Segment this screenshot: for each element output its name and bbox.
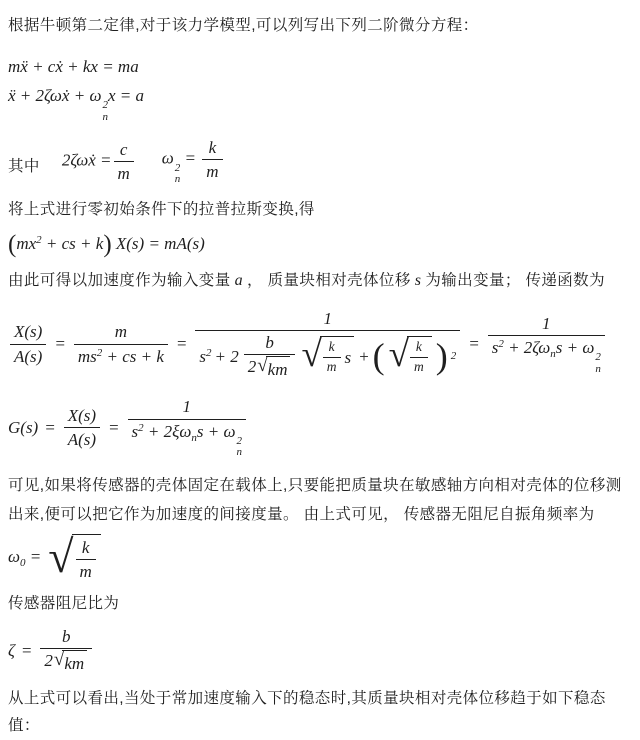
den-2sqrtkm: 2 √ km [40, 649, 92, 674]
equation-omega0 [8, 530, 102, 583]
eq1-body: mẍ + cẋ + kx = ma [8, 56, 139, 76]
sqrt-km: √ km [257, 356, 290, 380]
right-paren: ) [435, 336, 448, 377]
equals-sign: = [175, 334, 188, 354]
radical-sign: √ [53, 649, 65, 671]
frac-b-over-2sqrtkm: b 2 √ km [40, 626, 92, 675]
radicand: $\frac{k}{m}$ s [320, 336, 354, 376]
radical-sign: √ [257, 355, 268, 377]
right-paren: ) [103, 230, 112, 258]
frac-k-over-m: $\frac{k}{m}$ [202, 137, 222, 183]
equation-laplace: ($mx^2$ + cs + k) X(s) = mA(s) [8, 230, 205, 258]
radicand: $\frac{k}{m}$ [72, 534, 101, 583]
zeta-lhs: ζ [8, 640, 15, 660]
frac-c-over-m: $\frac{c}{m}$ [114, 139, 134, 185]
gs-den: $s^2 + 2\xi\omega_ns + \omega$ 2 n [131, 421, 243, 459]
paren-exponent: 2 [450, 349, 457, 362]
omega-n-squared: 2 n [595, 351, 601, 375]
omega-n-squared: 2 n [236, 434, 243, 459]
para-sensor-explain: 可见,如果将传感器的壳体固定在载体上,只要能把质量块在敏感轴方向相对壳体的位移测出来,便可以把它作为加速度的间接度量。 由上式可见， 传感器无阻尼自振角频率为 [8, 476, 622, 524]
equation-motion-normalized: ẍ + 2ζωẋ + ω 2 n x = a [8, 86, 144, 123]
frac-b-over-2sqrtkm: b 2 √ km [244, 332, 296, 381]
para-laplace-intro: 将上式进行零初始条件下的拉普拉斯变换,得 [8, 200, 315, 218]
para-newton-intro: 根据牛顿第二定律,对于该力学模型,可以列写出下列二阶微分方程： [8, 17, 479, 34]
equals-sign: = [468, 334, 480, 354]
equation-gs [8, 396, 248, 458]
where-label: 其中 [8, 158, 40, 176]
omega-n-squared: 2 n [174, 161, 181, 186]
equation-zeta [8, 626, 94, 675]
radical-sign: √ [388, 334, 409, 376]
equals-sign: = [108, 417, 120, 437]
left-paren: ( [8, 230, 17, 258]
frac-m-over-poly: $\frac{m}{ms^2 + cs + k}$ [74, 321, 168, 367]
where-block [8, 137, 225, 186]
s-squared: $s^2$ [199, 346, 212, 366]
equation-motion-dimensional [8, 56, 139, 77]
frac-expanded: 1 $s^2$ + 2 b 2 √ km √ $\frac{k}{m}$ s + ( √ $\frac{k}{m}$ ) 2 [195, 308, 460, 381]
para-damping-ratio-intro: 传感器阻尼比为 [8, 595, 120, 613]
equals-sign: = [20, 640, 33, 660]
gs-lhs: G(s) [8, 417, 39, 437]
sqrt-k-over-m-s [301, 336, 354, 376]
frac-Xs-over-As: $\frac{X(s)}{A(s)}$ [64, 405, 100, 451]
frac-standard-form: 1 $s^2 + 2\zeta\omega_ns + \omega$ 2 n [488, 313, 605, 375]
equation-natural-freq-def: ω 2 n = $\frac{k}{m}$ [162, 137, 225, 186]
omega-n-squared: 2 n [102, 99, 108, 123]
den-2sqrtkm: 2 √ km [244, 355, 296, 380]
standard-den: $s^2 + 2\zeta\omega_ns + \omega$ 2 n [491, 338, 601, 375]
para-transfer-intro: 由此可得以加速度作为输入变量 a ， 质量块相对壳体位移 s 为输出变量； 传递函数为 [8, 271, 605, 289]
where-equations [62, 137, 225, 186]
var-a: a [234, 271, 244, 289]
para-steady-state: 从上式可以看出,当处于常加速度输入下的稳态时,其质量块相对壳体位移趋于如下稳态值： [8, 689, 606, 735]
frac-gs-standard: 1 $s^2 + 2\xi\omega_ns + \omega$ 2 n [128, 396, 247, 458]
radical-sign: √ [48, 530, 74, 582]
equals-sign: = [54, 334, 66, 354]
sqrt-k-over-m [389, 336, 432, 376]
poly-den: $ms^2$ + cs + k [77, 346, 164, 366]
left-paren: ( [372, 336, 385, 377]
sqrt-k-over-m [48, 530, 101, 583]
equals-sign: = [44, 417, 56, 437]
sqrt-km: √ km [54, 650, 87, 674]
expanded-denominator: $s^2$ + 2 b 2 √ km √ $\frac{k}{m}$ s + ( √ $\frac{k}{m}$ ) 2 [199, 332, 457, 380]
var-s: s [414, 271, 422, 289]
radicand: $\frac{k}{m}$ [407, 336, 432, 376]
equation-transfer-function [8, 308, 607, 381]
equation-damping-def: 2ζωẋ = $\frac{c}{m}$ [62, 139, 136, 185]
omega0-lhs: $\omega_0$ = [8, 547, 42, 570]
frac-Xs-over-As: $\frac{X(s)}{A(s)}$ [10, 321, 46, 367]
radical-sign: √ [301, 334, 322, 376]
